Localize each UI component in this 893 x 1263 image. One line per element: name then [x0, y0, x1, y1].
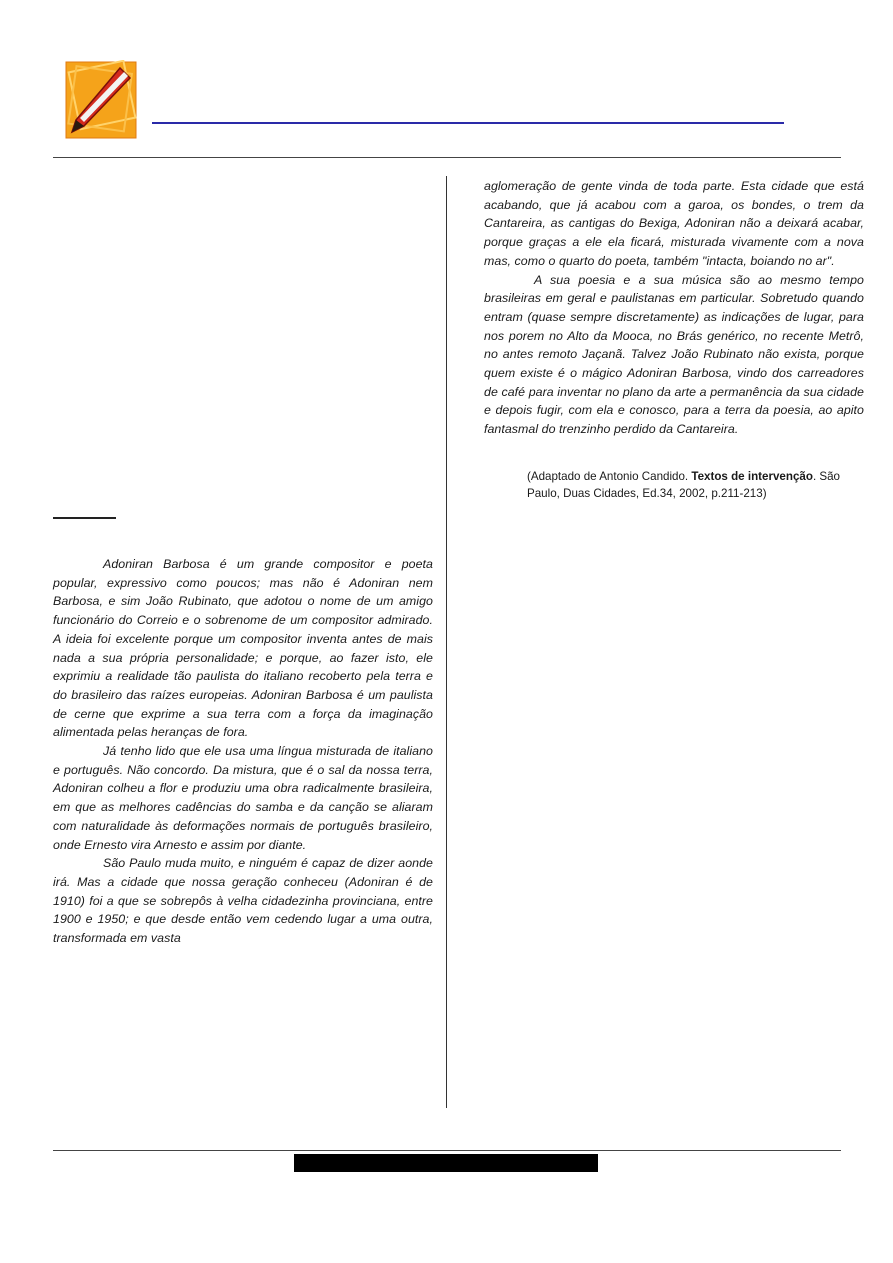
- article-paragraph-3-continuation: aglomeração de gente vinda de toda parte. Esta cidade que está acabando, que já acabou com a garoa, os bondes, o trem da Cantareira, as cantigas do Bexiga, Adoniran não a deixará acabar, porque graças a ele ela ficará, misturada vivamente com a nova mas, como o quarto do poeta, também "intacta, boiando no ar".: [484, 179, 864, 268]
- article-paragraph-4: A sua poesia e a sua música são ao mesmo tempo brasileiras em geral e paulistanas em particular. Sobretudo quando entram (quase sempre discretamente) as indicações de lugar, para nos porem no Alto da Mooca, no Brás genérico, no recente Metrô, no antes remoto Jaçanã. Talvez João Rubinato não exista, porque quem existe é o mágico Adoniran Barbosa, vindo dos carreadores de café para inventar no plano da arte a permanência da sua cidade e depois fugir, com ela e conosco, para a terra da poesia, ao apito fantasmal do trenzinho perdido da Cantareira.: [484, 272, 864, 437]
- pencil-logo-icon: [64, 60, 138, 140]
- header-blue-rule: [152, 122, 784, 124]
- article-paragraph-2: Já tenho lido que ele usa uma língua misturada de italiano e português. Não concordo. Da mistura, que é o sal da nossa terra, Adoniran colheu a flor e produziu uma obra radicalmente brasileira, em que as melhores cadências do samba e da canção se aliaram com naturalidade às deformações normais de português brasileiro, onde Ernesto vira Arnesto e assim por diante.: [53, 744, 433, 852]
- column-divider: [446, 176, 447, 1108]
- citation-book-title: Textos de intervenção: [691, 470, 813, 483]
- footer-black-bar: [294, 1154, 598, 1172]
- source-citation: [527, 469, 867, 502]
- citation-suffix: . São Paulo, Duas Cidades, Ed.34, 2002, p.211-213): [527, 470, 841, 500]
- footer-divider: [53, 1150, 841, 1151]
- article-paragraph-3: São Paulo muda muito, e ninguém é capaz de dizer aonde irá. Mas a cidade que nossa geração conheceu (Adoniran é de 1910) foi a que se sobrepôs à velha cidadezinha provinciana, entre 1900 e 1950; e que desde então vem cedendo lugar a uma outra, transformada em vasta: [53, 856, 433, 946]
- article-right-column: [484, 177, 864, 439]
- citation-prefix: (Adaptado de Antonio Candido.: [527, 470, 692, 483]
- article-left-column: [53, 555, 433, 948]
- article-paragraph-1: Adoniran Barbosa é um grande compositor e poeta popular, expressivo como poucos; mas não é Adoniran nem Barbosa, e sim João Rubinato, que adotou o nome de um amigo funcionário do Correio e o sobrenome de um compositor admirado. A ideia foi excelente porque um compositor inventa antes de mais nada a sua própria personalidade; e porque, ao fazer isto, ele exprimiu a realidade tão paulista do italiano recoberto pela terra e do brasileiro das raízes europeias. Adoniran Barbosa é um paulista de cerne que exprime a sua terra com a força da imaginação alimentada pelas heranças de fora.: [53, 557, 433, 740]
- header-divider: [53, 157, 841, 158]
- section-short-rule: [53, 517, 116, 519]
